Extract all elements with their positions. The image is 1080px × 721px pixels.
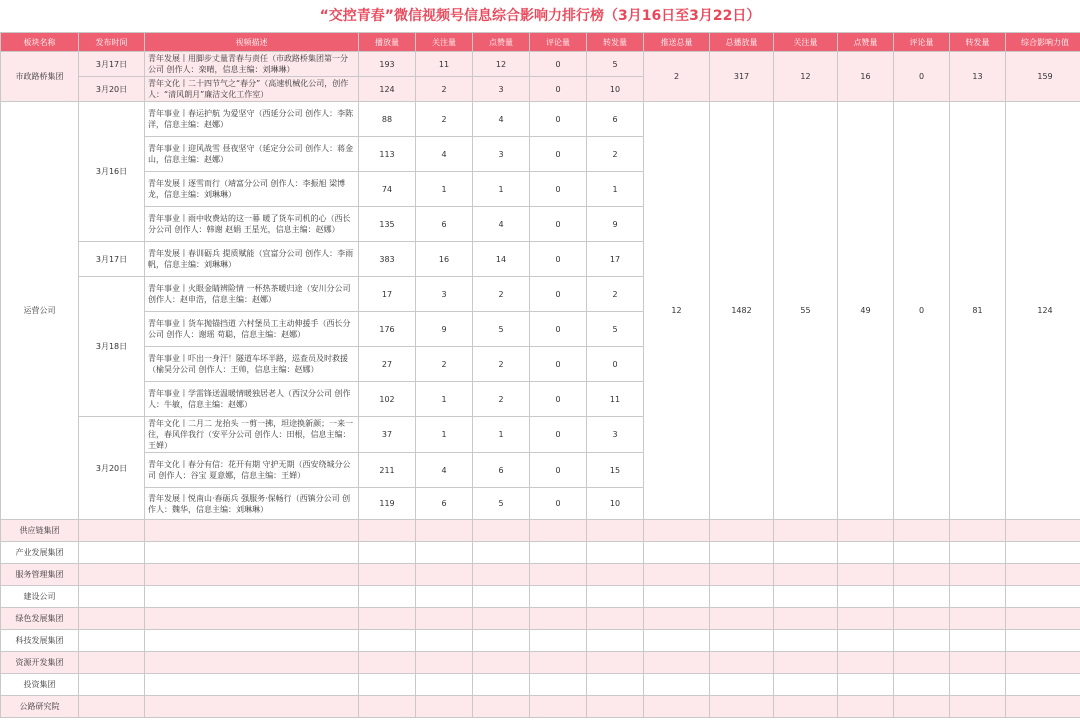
comment-cell: 0 <box>530 52 587 77</box>
group-name: 市政路桥集团 <box>1 52 79 102</box>
comment-cell: 0 <box>530 77 587 102</box>
col-header: 总播放量 <box>710 33 774 52</box>
forward-cell: 15 <box>587 453 644 488</box>
date-cell: 3月20日 <box>79 417 145 520</box>
like-cell: 14 <box>473 242 530 277</box>
forward-cell: 10 <box>587 488 644 520</box>
table-row <box>1 696 1080 718</box>
comment-cell: 0 <box>530 277 587 312</box>
col-header: 转发量 <box>950 33 1006 52</box>
play-cell: 27 <box>359 347 416 382</box>
play-cell: 119 <box>359 488 416 520</box>
video-desc: 青年发展丨悦南山·春砺兵 强服务·保畅行（西镇分公司 创作人：魏华，信息主编：刘琳琳） <box>145 488 359 520</box>
comment-cell: 0 <box>530 417 587 453</box>
like-total: 16 <box>838 52 894 102</box>
comment-cell: 0 <box>530 312 587 347</box>
like-cell: 2 <box>473 277 530 312</box>
follow-cell: 9 <box>416 312 473 347</box>
play-cell: 135 <box>359 207 416 242</box>
like-cell: 6 <box>473 453 530 488</box>
play-cell: 124 <box>359 77 416 102</box>
col-header: 评论量 <box>530 33 587 52</box>
comment-total: 0 <box>894 102 950 520</box>
forward-cell: 11 <box>587 382 644 417</box>
forward-cell: 3 <box>587 417 644 453</box>
group-name: 建设公司 <box>1 586 79 608</box>
comment-cell: 0 <box>530 102 587 137</box>
group-name: 运营公司 <box>1 102 79 520</box>
video-desc: 青年事业丨货车抛锚挡道 六村堡员工主动伸援手（西长分公司 创作人：谢瑶 苟聪，信息主编：赵娜） <box>145 312 359 347</box>
like-cell: 4 <box>473 102 530 137</box>
follow-cell: 2 <box>416 77 473 102</box>
forward-total: 13 <box>950 52 1006 102</box>
video-desc: 青年文化丨二月二 龙抬头 一剪一拂，坦途换新颜；一来一往，春风伴我行（安平分公司 创作人：田根，信息主编：王婵） <box>145 417 359 453</box>
play-cell: 176 <box>359 312 416 347</box>
video-desc: 青年发展丨用脚步丈量青春与责任（市政路桥集团第一分公司 创作人：栾晴，信息主编：刘琳琳） <box>145 52 359 77</box>
table-row <box>1 542 1080 564</box>
play-cell: 102 <box>359 382 416 417</box>
forward-cell: 17 <box>587 242 644 277</box>
follow-cell: 6 <box>416 488 473 520</box>
group-name: 产业发展集团 <box>1 542 79 564</box>
play-cell: 74 <box>359 172 416 207</box>
push-total: 2 <box>644 52 710 102</box>
group-name: 投资集团 <box>1 674 79 696</box>
col-header: 点赞量 <box>838 33 894 52</box>
follow-cell: 16 <box>416 242 473 277</box>
play-cell: 37 <box>359 417 416 453</box>
like-total: 49 <box>838 102 894 520</box>
forward-cell: 2 <box>587 137 644 172</box>
video-desc: 青年发展丨逐雪而行（靖富分公司 创作人：李振旭 梁博龙，信息主编：刘琳琳） <box>145 172 359 207</box>
col-header: 发布时间 <box>79 33 145 52</box>
follow-total: 12 <box>774 52 838 102</box>
table-row <box>1 520 1080 542</box>
date-cell: 3月18日 <box>79 277 145 417</box>
play-total: 317 <box>710 52 774 102</box>
like-cell: 12 <box>473 52 530 77</box>
play-cell: 193 <box>359 52 416 77</box>
follow-cell: 4 <box>416 453 473 488</box>
date-cell: 3月17日 <box>79 242 145 277</box>
table-row <box>1 652 1080 674</box>
group-name: 科技发展集团 <box>1 630 79 652</box>
forward-cell: 0 <box>587 347 644 382</box>
col-header: 板块名称 <box>1 33 79 52</box>
play-cell: 211 <box>359 453 416 488</box>
play-total: 1482 <box>710 102 774 520</box>
comment-cell: 0 <box>530 382 587 417</box>
col-header: 点赞量 <box>473 33 530 52</box>
follow-cell: 1 <box>416 382 473 417</box>
forward-total: 81 <box>950 102 1006 520</box>
date-cell: 3月17日 <box>79 52 145 77</box>
group-name: 公路研究院 <box>1 696 79 718</box>
comment-total: 0 <box>894 52 950 102</box>
page-title: “交控青春”微信视频号信息综合影响力排行榜（3月16日至3月22日） <box>319 8 761 24</box>
date-cell: 3月16日 <box>79 102 145 242</box>
table-row <box>1 630 1080 652</box>
col-header: 综合影响力值 <box>1006 33 1080 52</box>
play-cell: 88 <box>359 102 416 137</box>
forward-cell: 5 <box>587 52 644 77</box>
col-header: 转发量 <box>587 33 644 52</box>
influence-index: 159 <box>1006 52 1080 102</box>
table-row <box>1 52 1080 77</box>
col-header: 视频描述 <box>145 33 359 52</box>
like-cell: 3 <box>473 137 530 172</box>
table-row <box>1 564 1080 586</box>
influence-index: 124 <box>1006 102 1080 520</box>
follow-cell: 4 <box>416 137 473 172</box>
follow-total: 55 <box>774 102 838 520</box>
forward-cell: 6 <box>587 102 644 137</box>
col-header: 关注量 <box>774 33 838 52</box>
table-row <box>1 674 1080 696</box>
follow-cell: 2 <box>416 102 473 137</box>
comment-cell: 0 <box>530 137 587 172</box>
video-desc: 青年事业丨春运护航 为爱坚守（西延分公司 创作人：李陈洋，信息主编：赵娜） <box>145 102 359 137</box>
ranking-table <box>0 32 1080 718</box>
like-cell: 1 <box>473 172 530 207</box>
forward-cell: 5 <box>587 312 644 347</box>
video-desc: 青年事业丨雨中收费站的这一幕 暖了货车司机的心（西长分公司 创作人：韩谢 赵娟 王星光，信息主编：赵娜） <box>145 207 359 242</box>
group-name: 供应链集团 <box>1 520 79 542</box>
like-cell: 1 <box>473 417 530 453</box>
col-header: 播放量 <box>359 33 416 52</box>
forward-cell: 9 <box>587 207 644 242</box>
comment-cell: 0 <box>530 347 587 382</box>
like-cell: 3 <box>473 77 530 102</box>
play-cell: 113 <box>359 137 416 172</box>
col-header: 评论量 <box>894 33 950 52</box>
table-row <box>1 586 1080 608</box>
comment-cell: 0 <box>530 172 587 207</box>
header-row <box>1 33 1080 52</box>
follow-cell: 3 <box>416 277 473 312</box>
video-desc: 青年文化丨春分有信：花开有期 守护无期（西安绕城分公司 创作人：谷宝 夏意娜，信息主编：王婵） <box>145 453 359 488</box>
forward-cell: 2 <box>587 277 644 312</box>
play-cell: 383 <box>359 242 416 277</box>
forward-cell: 10 <box>587 77 644 102</box>
video-desc: 青年发展丨春训砺兵 提质赋能（宜富分公司 创作人：李雨帆，信息主编：刘琳琳） <box>145 242 359 277</box>
video-desc: 青年事业丨火眼金睛辨险情 一杯热茶暖归途（安川分公司 创作人：赵申浩，信息主编：赵娜） <box>145 277 359 312</box>
forward-cell: 1 <box>587 172 644 207</box>
push-total: 12 <box>644 102 710 520</box>
group-name: 资源开发集团 <box>1 652 79 674</box>
comment-cell: 0 <box>530 242 587 277</box>
play-cell: 17 <box>359 277 416 312</box>
video-desc: 青年事业丨学雷锋送温暖情暖独居老人（西汉分公司 创作人：牛敏，信息主编：赵娜） <box>145 382 359 417</box>
comment-cell: 0 <box>530 488 587 520</box>
follow-cell: 1 <box>416 417 473 453</box>
col-header: 推送总量 <box>644 33 710 52</box>
table-row <box>1 608 1080 630</box>
follow-cell: 6 <box>416 207 473 242</box>
follow-cell: 11 <box>416 52 473 77</box>
like-cell: 5 <box>473 312 530 347</box>
video-desc: 青年事业丨吓出一身汗！隧道车坏半路，巡查员及时救援（榆昊分公司 创作人：王帅，信息主编：赵娜） <box>145 347 359 382</box>
group-name: 绿色发展集团 <box>1 608 79 630</box>
like-cell: 5 <box>473 488 530 520</box>
like-cell: 2 <box>473 347 530 382</box>
group-name: 服务管理集团 <box>1 564 79 586</box>
col-header: 关注量 <box>416 33 473 52</box>
date-cell: 3月20日 <box>79 77 145 102</box>
follow-cell: 1 <box>416 172 473 207</box>
comment-cell: 0 <box>530 207 587 242</box>
like-cell: 4 <box>473 207 530 242</box>
table-row <box>1 102 1080 137</box>
comment-cell: 0 <box>530 453 587 488</box>
video-desc: 青年事业丨迎风战雪 昼夜坚守（延定分公司 创作人：蒋金山，信息主编：赵娜） <box>145 137 359 172</box>
video-desc: 青年文化丨二十四节气之“春分”（高速机械化公司，创作人：“清风朗月”廉洁文化工作室） <box>145 77 359 102</box>
like-cell: 2 <box>473 382 530 417</box>
follow-cell: 2 <box>416 347 473 382</box>
